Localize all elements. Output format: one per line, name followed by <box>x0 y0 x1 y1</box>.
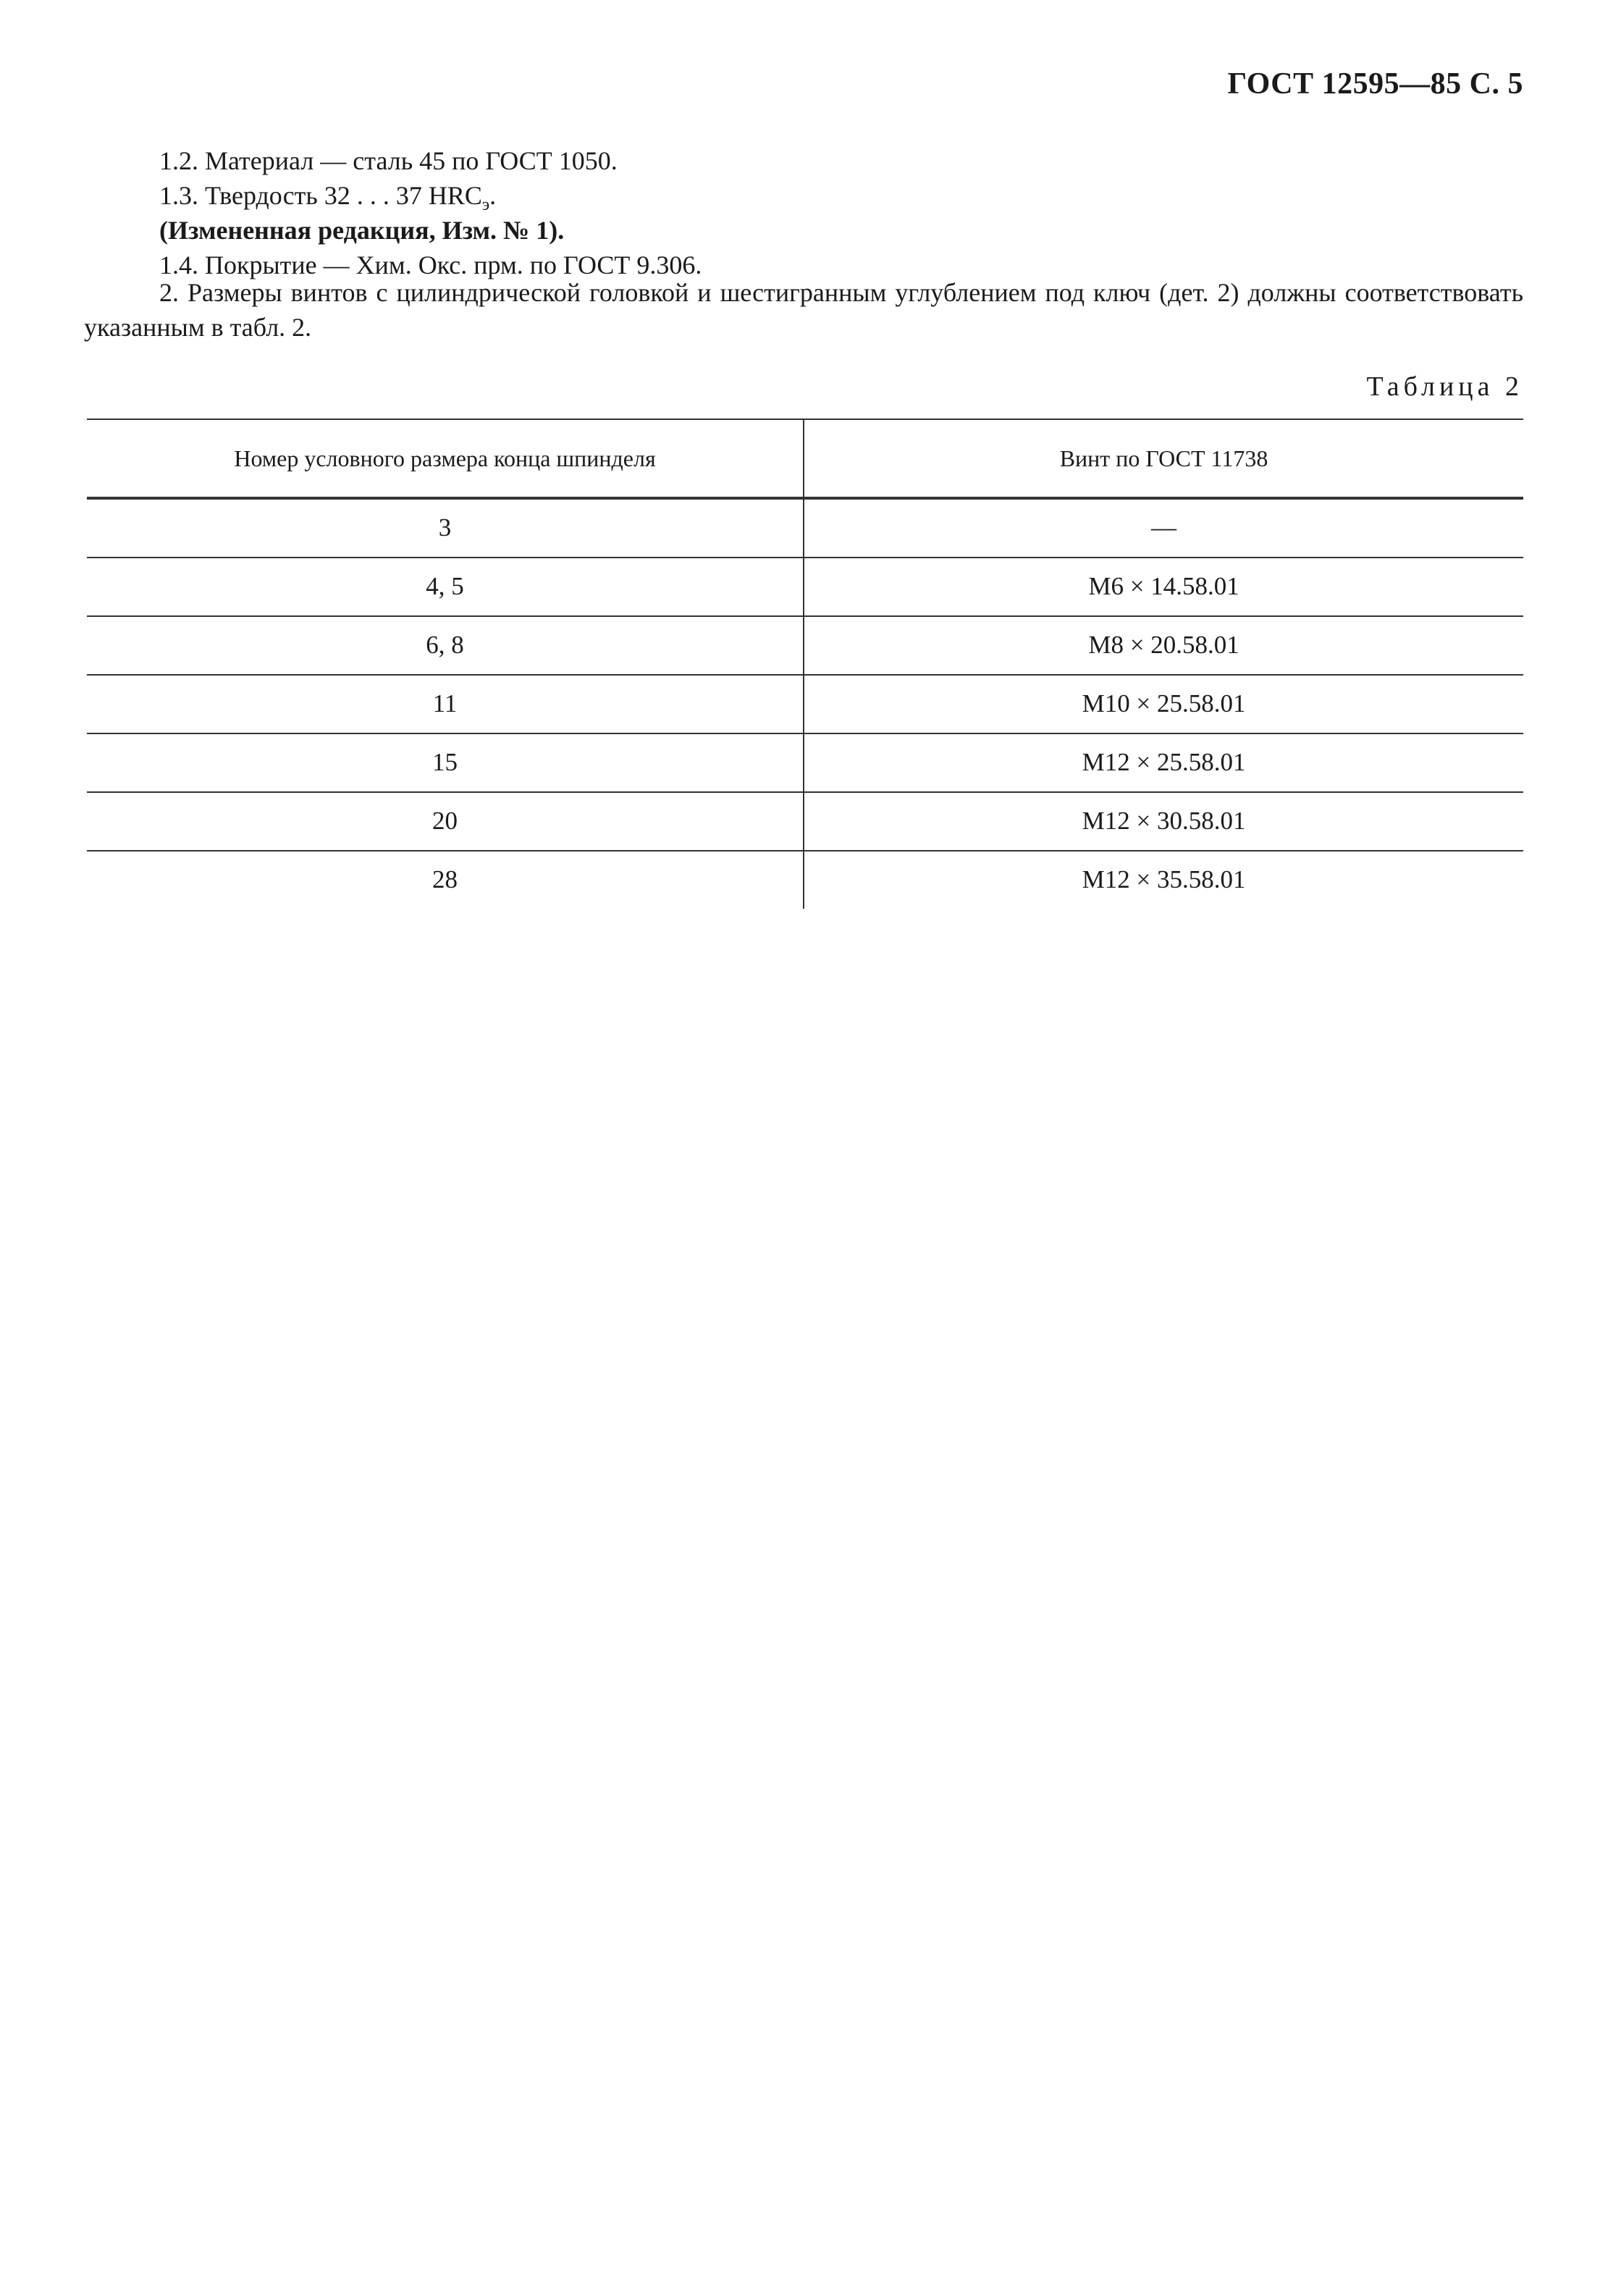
cell-screw: М12 × 35.58.01 <box>804 851 1523 909</box>
cell-size: 28 <box>87 851 804 909</box>
table-row <box>87 792 1523 851</box>
table-row <box>87 558 1523 616</box>
cell-size: 4, 5 <box>87 558 804 616</box>
cell-size: 15 <box>87 733 804 792</box>
cell-screw: М12 × 30.58.01 <box>804 792 1523 851</box>
paragraph-2: 2. Размеры винтов с цилиндрической головкой и шестигранным углублением под ключ (дет. 2) должны соответствовать указанным в табл. 2. <box>84 278 1523 342</box>
cell-screw: М10 × 25.58.01 <box>804 675 1523 733</box>
table-row <box>87 675 1523 733</box>
page-header: ГОСТ 12595—85 С. 5 <box>1227 67 1523 101</box>
header-spindle-size: Номер условного размера конца шпинделя <box>87 419 804 498</box>
paragraph-1-3-end: . <box>489 181 497 210</box>
table-header-row <box>87 419 1523 498</box>
cell-size: 3 <box>87 498 804 558</box>
table-caption: Таблица 2 <box>1366 371 1523 402</box>
table-row <box>87 616 1523 675</box>
table-row <box>87 498 1523 558</box>
cell-size: 6, 8 <box>87 616 804 675</box>
paragraph-1-4: 1.4. Покрытие — Хим. Окс. прм. по ГОСТ 9.306. <box>159 251 702 279</box>
cell-screw: М12 × 25.58.01 <box>804 733 1523 792</box>
revision-note: (Измененная редакция, Изм. № 1). <box>159 216 565 245</box>
paragraph-1-3-text: 1.3. Твердость 32 . . . 37 HRC <box>159 181 482 210</box>
paragraph-1-3-subscript: э <box>481 195 490 215</box>
cell-screw: М8 × 20.58.01 <box>804 616 1523 675</box>
cell-screw: М6 × 14.58.01 <box>804 558 1523 616</box>
spec-table <box>87 419 1523 909</box>
header-screw: Винт по ГОСТ 11738 <box>804 419 1523 498</box>
table-row <box>87 851 1523 909</box>
cell-size: 20 <box>87 792 804 851</box>
cell-size: 11 <box>87 675 804 733</box>
paragraph-1-2: 1.2. Материал — сталь 45 по ГОСТ 1050. <box>159 146 618 175</box>
cell-screw: — <box>1151 513 1177 542</box>
table-row <box>87 733 1523 792</box>
